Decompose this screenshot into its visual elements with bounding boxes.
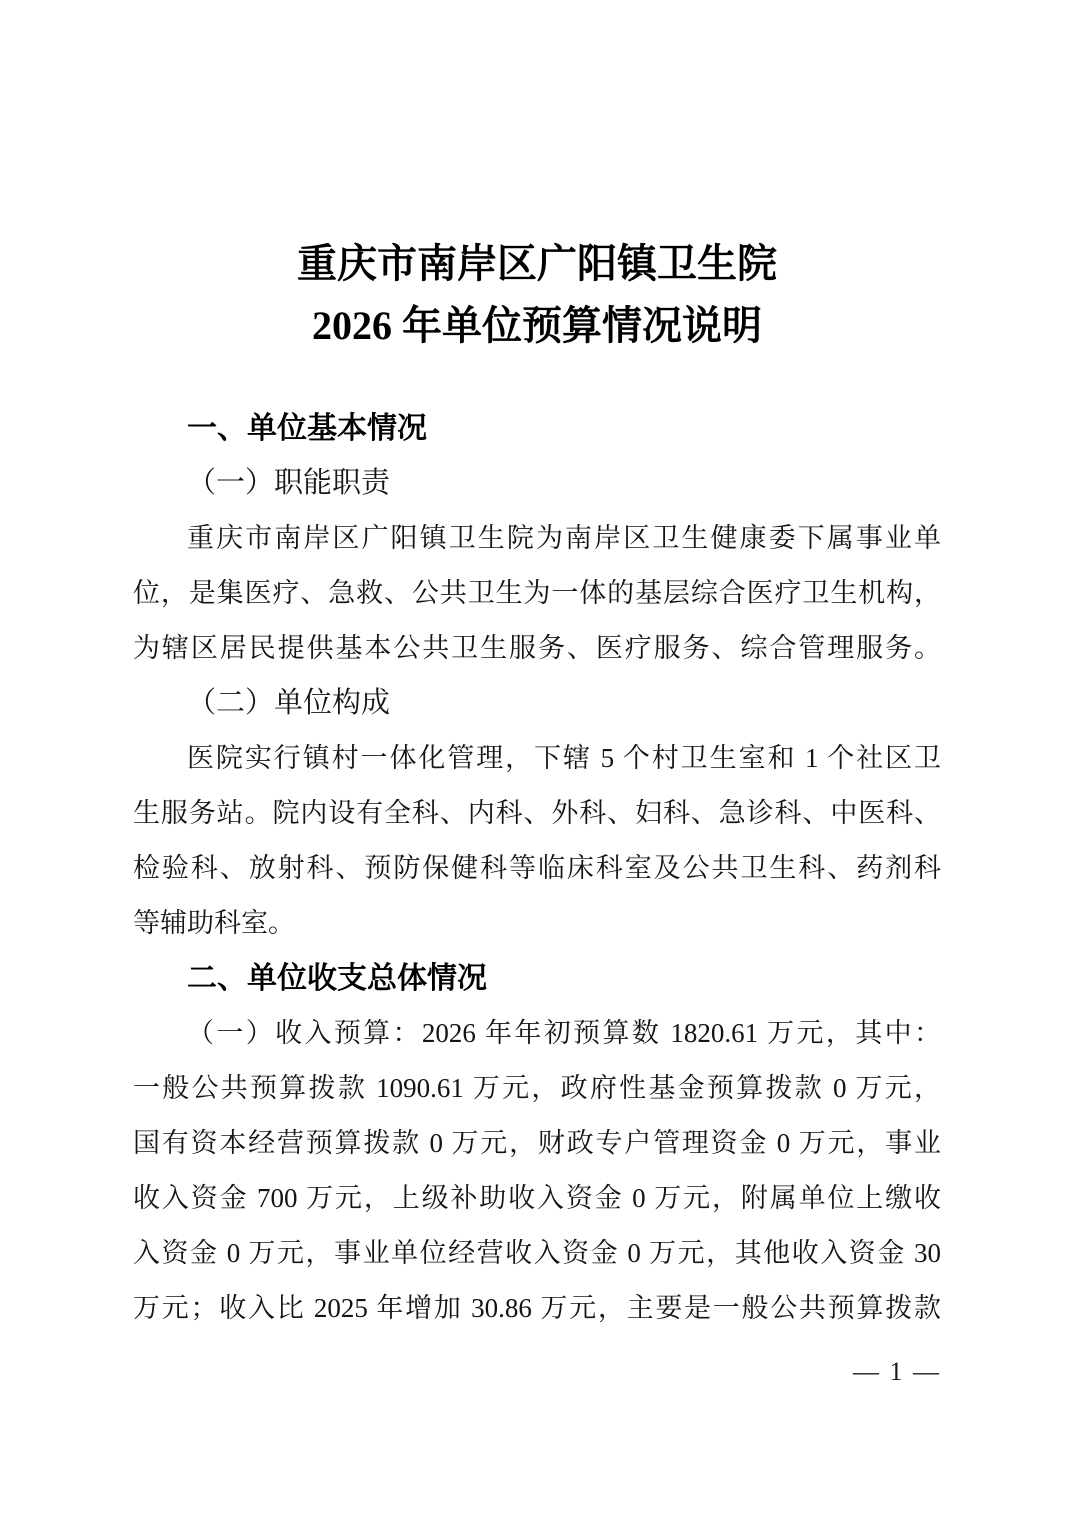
document-body — [133, 401, 941, 1336]
document-line-body-first: 医院实行镇村一体化管理，下辖 5 个村卫生室和 1 个社区卫 — [187, 743, 941, 773]
document-line-body: 万元；收入比 2025 年增加 30.86 万元，主要是一般公共预算拨款 — [133, 1293, 941, 1323]
document-line-h2: （一）职能职责 — [187, 467, 391, 499]
document-line-body-first: （一）收入预算：2026 年年初预算数 1820.61 万元，其中： — [187, 1018, 941, 1048]
document-title-line1: 重庆市南岸区广阳镇卫生院 — [297, 241, 777, 286]
page-number: — 1 — — [853, 1357, 941, 1386]
document-line-body: 入资金 0 万元，事业单位经营收入资金 0 万元，其他收入资金 30 — [133, 1238, 941, 1268]
document-line-body-last: 等辅助科室。 — [133, 908, 295, 938]
document-content — [133, 0, 941, 1336]
document-line-body: 位，是集医疗、急救、公共卫生为一体的基层综合医疗卫生机构， — [133, 578, 941, 608]
document-line-body: 收入资金 700 万元，上级补助收入资金 0 万元，附属单位上缴收 — [133, 1183, 941, 1213]
document-line-body: 生服务站。院内设有全科、内科、外科、妇科、急诊科、中医科、 — [133, 798, 941, 828]
document-title — [133, 233, 941, 357]
document-line-body: 为辖区居民提供基本公共卫生服务、医疗服务、综合管理服务。 — [133, 633, 941, 663]
document-line-h2: （二）单位构成 — [187, 687, 391, 719]
document-line-body: 检验科、放射科、预防保健科等临床科室及公共卫生科、药剂科 — [133, 853, 941, 883]
document-line-body: 一般公共预算拨款 1090.61 万元，政府性基金预算拨款 0 万元， — [133, 1073, 941, 1103]
document-title-line2: 2026 年单位预算情况说明 — [312, 303, 762, 348]
document-line-body: 国有资本经营预算拨款 0 万元，财政专户管理资金 0 万元，事业 — [133, 1128, 941, 1158]
document-line-body-first: 重庆市南岸区广阳镇卫生院为南岸区卫生健康委下属事业单 — [187, 523, 941, 553]
document-line-h1: 一、单位基本情况 — [187, 412, 427, 445]
document-line-h1: 二、单位收支总体情况 — [187, 962, 487, 995]
